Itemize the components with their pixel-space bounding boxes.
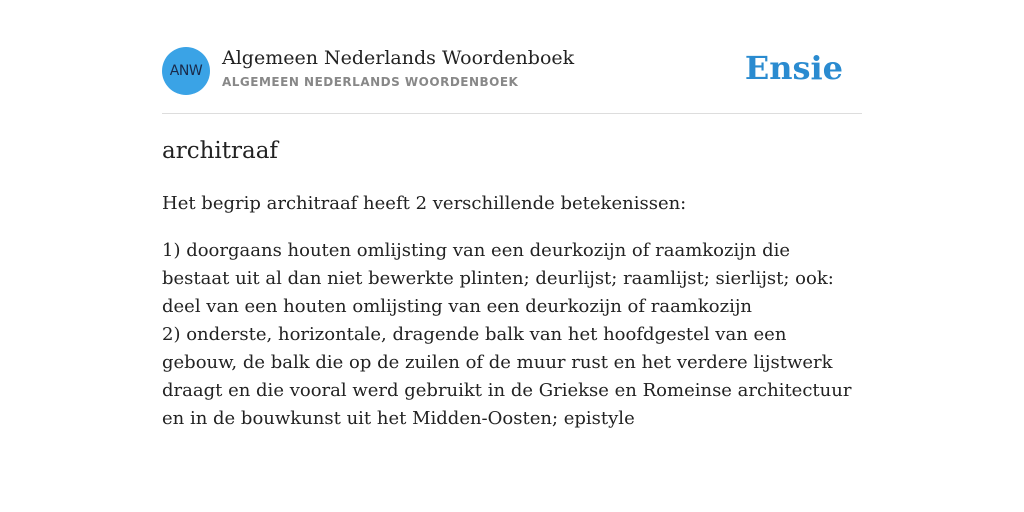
anw-logo[interactable] [162,47,210,95]
entry-intro: Het begrip architraaf heeft 2 verschillende betekenissen: [162,193,687,214]
definition-item: 1) doorgaans houten omlijsting van een deurkozijn of raamkozijn die bestaat uit al dan niet bewerkte plinten; deurlijst; raamlijst; sierlijst; ook: deel van een houten omlijsting van een deurkozijn of raamkozijn [162,240,834,317]
source-header [162,46,862,114]
ensie-brand-logo[interactable]: Ensie [744,49,843,87]
anw-logo-text: ANW [169,63,203,79]
definitions-list [162,237,862,433]
definition-item: 2) onderste, horizontale, dragende balk van het hoofdgestel van een gebouw, de balk die op de zuilen of de muur rust en het verdere lijstwerk draagt en die vooral werd gebruikt in de Griekse en Romeinse architectuur en in de bouwkunst uit het Midden-Oosten; epistyle [162,324,852,429]
source-title[interactable]: Algemeen Nederlands Woordenboek [222,47,575,69]
source-subtitle: ALGEMEEN NEDERLANDS WOORDENBOEK [222,75,519,89]
entry-card [162,46,862,429]
entry-title: architraaf [162,138,278,164]
